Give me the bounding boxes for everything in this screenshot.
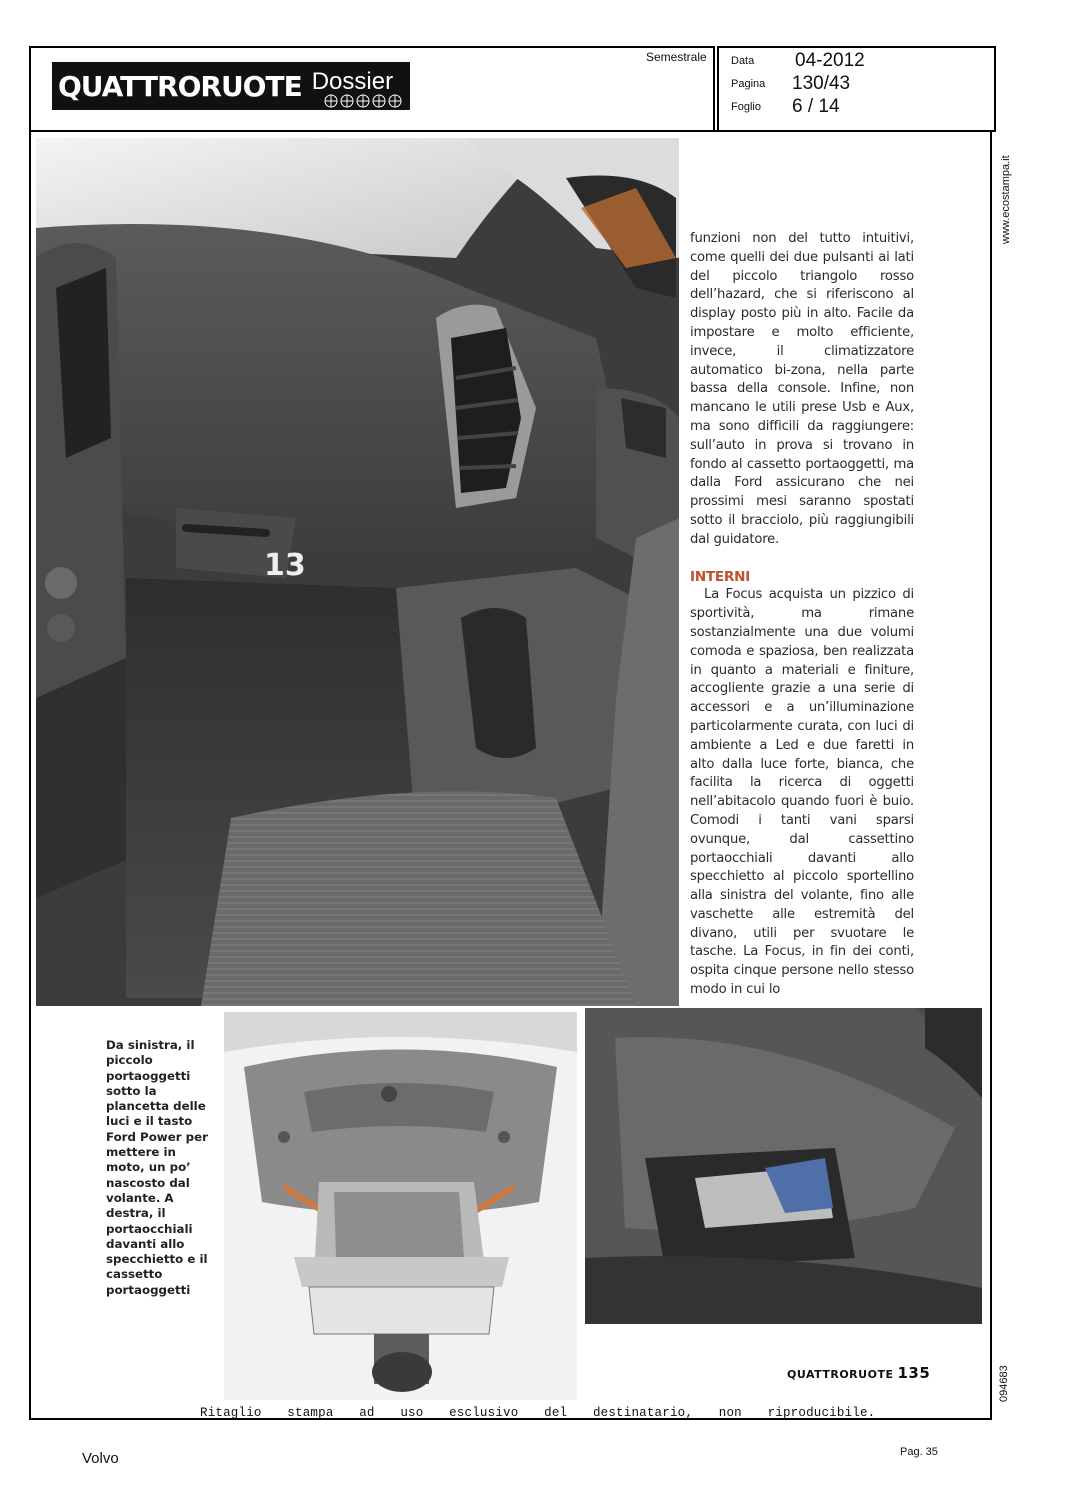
data-value: 04-2012 — [795, 50, 865, 71]
magazine-page-footer — [787, 1364, 930, 1382]
photo-caption: Da sinistra, il piccolo portaoggetti sotto la plancetta delle luci e il tasto Ford Power per mettere in moto, un po’ nascosto dal volante. A destra, il portaocchiali davanti allo specchietto e il cassetto portaoggetti — [106, 1038, 208, 1297]
article-body — [690, 230, 914, 1000]
pagina-value: 130/43 — [792, 73, 851, 94]
magazine-name: QUATTRORUOTE — [787, 1368, 894, 1381]
document-page-number: Pag. 35 — [900, 1446, 938, 1458]
foglio-label: Foglio — [731, 101, 761, 113]
magazine-page-number: 135 — [897, 1364, 931, 1382]
periodicity: Semestrale — [646, 50, 707, 64]
masthead-logo — [52, 62, 410, 110]
wheels-icon — [322, 94, 404, 108]
logo-sub-text: Dossier — [311, 68, 394, 95]
disclaimer: Ritaglio stampa ad uso esclusivo del destinatario, non riproducibile. — [200, 1406, 876, 1420]
interior-photo — [36, 138, 679, 1006]
client-name: Volvo — [82, 1450, 119, 1467]
section-heading-interni: INTERNI — [690, 568, 751, 585]
logo-main-text: QUATTRORUOTE — [58, 69, 302, 103]
article-paragraph-2: La Focus acquista un pizzico di sportività, ma rimane sostanzialmente una due volumi comoda e spaziosa, ben realizzata in quanto a materiali e finiture, accogliente grazie a una serie di accessori e a un’illuminazione particolarmente curata, con luci di ambiente a Led e due faretti in alto dalla luce forte, bianca, che facilita la ricerca di oggetti nell’abitacolo quando fuori è buio. Comodi i tanti vani sparsi ovunque, dal cassettino portaocchiali davanti allo specchietto al piccolo sportellino alla sinistra del volante, fino alle vaschette alle estremità del divano, utili per svuotare le tasche. La Focus, in fin dei conti, ospita cinque persone nello stesso modo in cui lo — [690, 587, 914, 998]
pagina-label: Pagina — [731, 78, 766, 90]
glovebox-photo — [585, 1008, 982, 1324]
website-vertical: www.ecostampa.it — [1000, 155, 1012, 244]
article-paragraph-1: funzioni non del tutto intuitivi, come quelli dei due pulsanti ai lati del piccolo triangolo rosso dell’hazard, che si riferiscono al display posto più in alto. Facile da impostare e molto efficiente, invece, il climatizzatore automatico bi-zona, nella parte bassa della console. Infine, non mancano le utili prese Usb e Aux, ma sono difficili da raggiungere: sull’auto in prova si trovano in fondo al cassetto portaoggetti, ma dalla Ford assicurano che nei prossimi mesi saranno spostati sotto il bracciolo, più raggiungibili dal guidatore. — [690, 231, 914, 547]
foglio-value: 6 / 14 — [792, 96, 840, 117]
overhead-console-photo — [224, 1012, 577, 1400]
clipping-code-vertical: 094683 — [998, 1365, 1010, 1402]
photo-number-label: 13 — [264, 548, 306, 583]
data-label: Data — [731, 55, 755, 67]
